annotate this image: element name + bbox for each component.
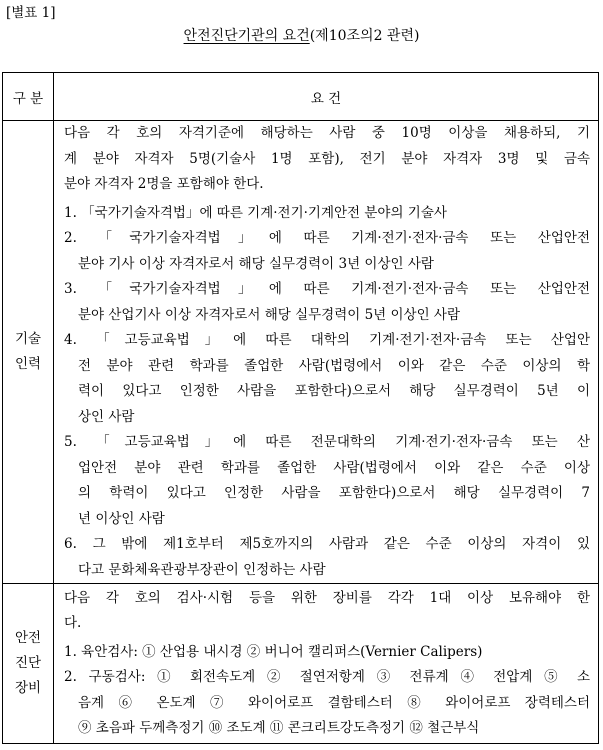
list-item-line: ⑨ 초음파 두께측정기 ⑩ 조도계 ⑪ 콘크리트강도측정기 ⑫ 철근부식 bbox=[78, 720, 480, 736]
intro-line: 다음 각 호의 자격기준에 해당하는 사람 중 10명 이상을 채용하되, 기 bbox=[64, 125, 590, 141]
list-item-line: 분야 산업기사 이상 자격자로서 해당 실무경력이 5년 이상인 사람 bbox=[78, 306, 460, 323]
intro-line: 다. bbox=[64, 615, 82, 631]
list-item bbox=[64, 532, 590, 583]
title-reference: (제10조의2 관련) bbox=[309, 28, 420, 44]
list-item-line: 1. 육안검사: ① 산업용 내시경 ② 버니어 캘리퍼스(Vernier Calipers) bbox=[64, 643, 483, 660]
list-item-line: 분야 기사 이상 자격자로서 해당 실무경력이 3년 이상인 사람 bbox=[78, 255, 434, 272]
requirements-cell bbox=[54, 584, 599, 744]
intro-paragraph bbox=[64, 121, 590, 198]
category-label-line: 인력 bbox=[14, 356, 42, 372]
title-main: 안전진단기관의 요건 bbox=[183, 28, 310, 44]
intro-paragraph bbox=[64, 586, 590, 637]
list-item-line: 력이 있다고 인정한 사람을 포함한다)으로서 해당 실무경력이 5년 이 bbox=[78, 383, 590, 399]
category-label-line: 진단 bbox=[14, 655, 42, 671]
annex-label: [별표 1] bbox=[6, 5, 56, 21]
list-item-line: 업안전 분야 관련 학과를 졸업한 사람(법령에서 이와 같은 수준 이상 bbox=[78, 459, 590, 476]
document-title bbox=[0, 25, 603, 45]
list-item-line: 3. 「국가기술자격법」에 따른 기계·전기·전자·금속 또는 산업안전 bbox=[64, 281, 590, 297]
category-label-line: 안전 bbox=[14, 630, 42, 646]
list-item-line: 다고 문화체육관광부장관이 인정하는 사람 bbox=[78, 561, 326, 578]
list-item-line: 2. 구동검사: ① 회전속도계 ② 절연저항계 ③ 전류계 ④ 전압계 ⑤ 소 bbox=[64, 669, 590, 685]
list-item-line: 6. 그 밖에 제1호부터 제5호까지의 사람과 같은 수준 이상의 자격이 있 bbox=[64, 536, 590, 552]
list-item bbox=[64, 201, 590, 227]
list-item bbox=[64, 277, 590, 328]
list-item-line: 4. 「고등교육법」에 따른 대학의 기계·전기·전자·금속 또는 산업안 bbox=[64, 332, 590, 348]
list-item-line: 의 학력이 있다고 인정한 사람을 포함한다)으로서 해당 실무경력이 7 bbox=[78, 485, 590, 501]
list-item-line: 년 이상인 사람 bbox=[78, 510, 165, 527]
table-header-row bbox=[3, 73, 599, 121]
list-item-line: 1. 「국가기술자격법」에 따른 기계·전기·기계안전 분야의 기술사 bbox=[64, 204, 447, 221]
section-diagnosis-equipment bbox=[3, 584, 599, 744]
list-item-line: 상인 사람 bbox=[78, 408, 135, 425]
requirements-cell bbox=[54, 121, 599, 584]
list-item bbox=[64, 226, 590, 277]
header-category: 구 분 bbox=[3, 73, 54, 121]
intro-line: 분야 자격자 2명을 포함해야 한다. bbox=[64, 176, 264, 192]
list-item bbox=[64, 328, 590, 430]
category-label-line: 기술 bbox=[14, 331, 42, 347]
requirements-table bbox=[2, 72, 599, 744]
list-item bbox=[64, 430, 590, 532]
list-item-line: 2. 「국가기술자격법」에 따른 기계·전기·전자·금속 또는 산업안전 bbox=[64, 230, 590, 246]
header-requirements: 요 건 bbox=[54, 73, 599, 121]
list-item-line: 전 분야 관련 학과를 졸업한 사람(법령에서 이와 같은 수준 이상의 학 bbox=[78, 357, 590, 374]
intro-line: 다음 각 호의 검사·시험 등을 위한 장비를 각각 1대 이상 보유해야 한 bbox=[64, 589, 590, 606]
list-item bbox=[64, 665, 590, 742]
list-item bbox=[64, 640, 590, 666]
section-technical-personnel bbox=[3, 121, 599, 584]
category-cell bbox=[3, 121, 54, 584]
list-item-line: 음계 ⑥ 온도계 ⑦ 와이어로프 결함테스터 ⑧ 와이어로프 장력테스터 bbox=[78, 694, 590, 711]
intro-line: 계 분야 자격자 5명(기술사 1명 포함), 전기 분야 자격자 3명 및 금속 bbox=[64, 150, 590, 167]
list-item-line: 5. 「고등교육법」에 따른 전문대학의 기계·전기·전자·금속 또는 산 bbox=[64, 434, 590, 450]
category-cell bbox=[3, 584, 54, 744]
category-label-line: 장비 bbox=[14, 680, 42, 696]
